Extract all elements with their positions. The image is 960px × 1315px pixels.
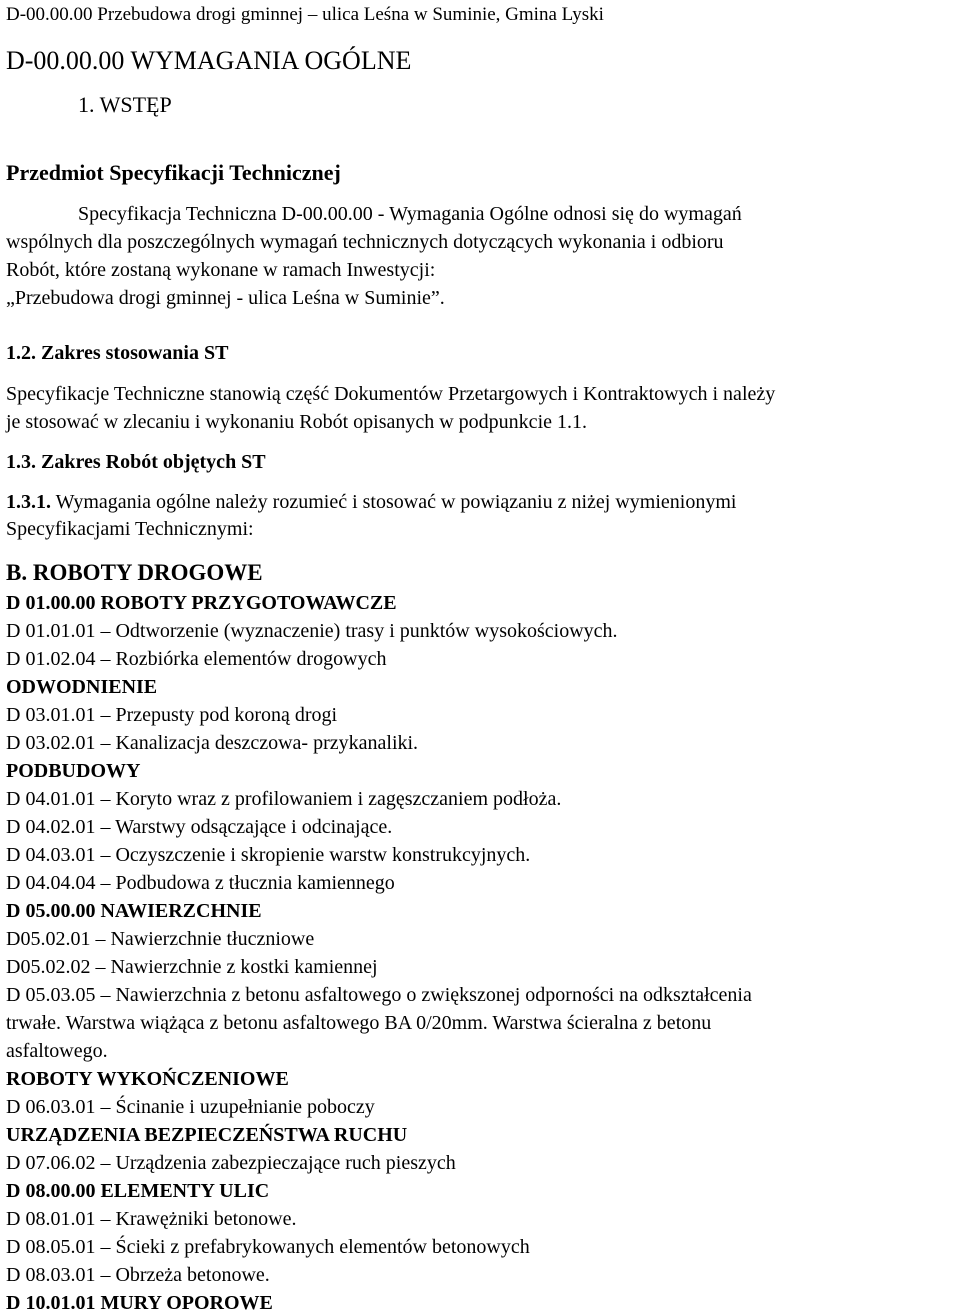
spec-list-item: trwałe. Warstwa wiążąca z betonu asfaltowego BA 0/20mm. Warstwa ścieralna z betonu <box>6 1012 712 1034</box>
spec-list-item: D05.02.01 – Nawierzchnie tłuczniowe <box>6 928 315 950</box>
spec-group-heading: ODWODNIENIE <box>6 676 158 698</box>
subject-heading: Przedmiot Specyfikacji Technicznej <box>6 160 341 185</box>
running-header: D-00.00.00 Przebudowa drogi gminnej – ulica Leśna w Suminie, Gmina Lyski <box>6 4 604 25</box>
spec-list-item: D 08.01.01 – Krawężniki betonowe. <box>6 1208 297 1230</box>
spec-group-heading: D 10.01.01 MURY OPOROWE <box>6 1292 273 1314</box>
group-b-heading: B. ROBOTY DROGOWE <box>6 560 263 585</box>
spec-list-item: D 03.01.01 – Przepusty pod koroną drogi <box>6 704 338 726</box>
section-1-2-line-2: je stosować w zlecaniu i wykonaniu Robót opisanych w podpunkcie 1.1. <box>6 411 587 433</box>
spec-group-heading: D 01.00.00 ROBOTY PRZYGOTOWAWCZE <box>6 592 397 614</box>
spec-list-item: D 03.02.01 – Kanalizacja deszczowa- przykanaliki. <box>6 732 419 754</box>
section-1-title: 1. WSTĘP <box>78 92 172 117</box>
intro-paragraph-line-2: wspólnych dla poszczególnych wymagań technicznych dotyczących wykonania i odbioru <box>6 231 724 253</box>
section-1-3-1-line-2: Specyfikacjami Technicznymi: <box>6 518 254 540</box>
spec-group-heading: D 05.00.00 NAWIERZCHNIE <box>6 900 262 922</box>
intro-paragraph-line-3: Robót, które zostaną wykonane w ramach Inwestycji: <box>6 259 436 281</box>
spec-list-item: D 07.06.02 – Urządzenia zabezpieczające ruch pieszych <box>6 1152 456 1174</box>
spec-group-heading: ROBOTY WYKOŃCZENIOWE <box>6 1068 289 1090</box>
spec-list-item: D 06.03.01 – Ścinanie i uzupełnianie poboczy <box>6 1096 375 1118</box>
spec-list-item: D 08.03.01 – Obrzeża betonowe. <box>6 1264 270 1286</box>
spec-list-item: D 05.03.05 – Nawierzchnia z betonu asfaltowego o zwiększonej odporności na odkształcenia <box>6 984 752 1006</box>
section-1-3-1-number: 1.3.1. <box>6 491 51 513</box>
section-1-3-title: 1.3. Zakres Robót objętych ST <box>6 451 266 473</box>
spec-list-item: D05.02.02 – Nawierzchnie z kostki kamiennej <box>6 956 378 978</box>
spec-list-item: D 08.05.01 – Ścieki z prefabrykowanych elementów betonowych <box>6 1236 530 1258</box>
spec-list-item: D 04.01.01 – Koryto wraz z profilowaniem i zagęszczaniem podłoża. <box>6 788 562 810</box>
spec-list-item: D 04.02.01 – Warstwy odsączające i odcinające. <box>6 816 393 838</box>
section-1-2-title: 1.2. Zakres stosowania ST <box>6 342 229 364</box>
spec-list-item: D 01.02.04 – Rozbiórka elementów drogowych <box>6 648 387 670</box>
spec-list-item: D 04.03.01 – Oczyszczenie i skropienie warstw konstrukcyjnych. <box>6 844 531 866</box>
section-1-2-line-1: Specyfikacje Techniczne stanowią część Dokumentów Przetargowych i Kontraktowych i należy <box>6 383 776 405</box>
spec-list-item: asfaltowego. <box>6 1040 108 1062</box>
spec-group-heading: URZĄDZENIA BEZPIECZEŃSTWA RUCHU <box>6 1124 408 1146</box>
intro-paragraph-line-1: Specyfikacja Techniczna D-00.00.00 - Wymagania Ogólne odnosi się do wymagań <box>78 203 742 225</box>
spec-group-heading: D 08.00.00 ELEMENTY ULIC <box>6 1180 270 1202</box>
section-1-3-1-line-1 <box>6 490 736 514</box>
spec-list-item: D 01.01.01 – Odtworzenie (wyznaczenie) trasy i punktów wysokościowych. <box>6 620 618 642</box>
section-1-3-1-text: Wymagania ogólne należy rozumieć i stosować w powiązaniu z niżej wymienionymi <box>51 491 737 513</box>
spec-group-heading: PODBUDOWY <box>6 760 141 782</box>
intro-paragraph-line-4: „Przebudowa drogi gminnej - ulica Leśna w Suminie”. <box>6 287 445 309</box>
document-title: D-00.00.00 WYMAGANIA OGÓLNE <box>6 46 412 75</box>
spec-list-item: D 04.04.04 – Podbudowa z tłucznia kamiennego <box>6 872 395 894</box>
